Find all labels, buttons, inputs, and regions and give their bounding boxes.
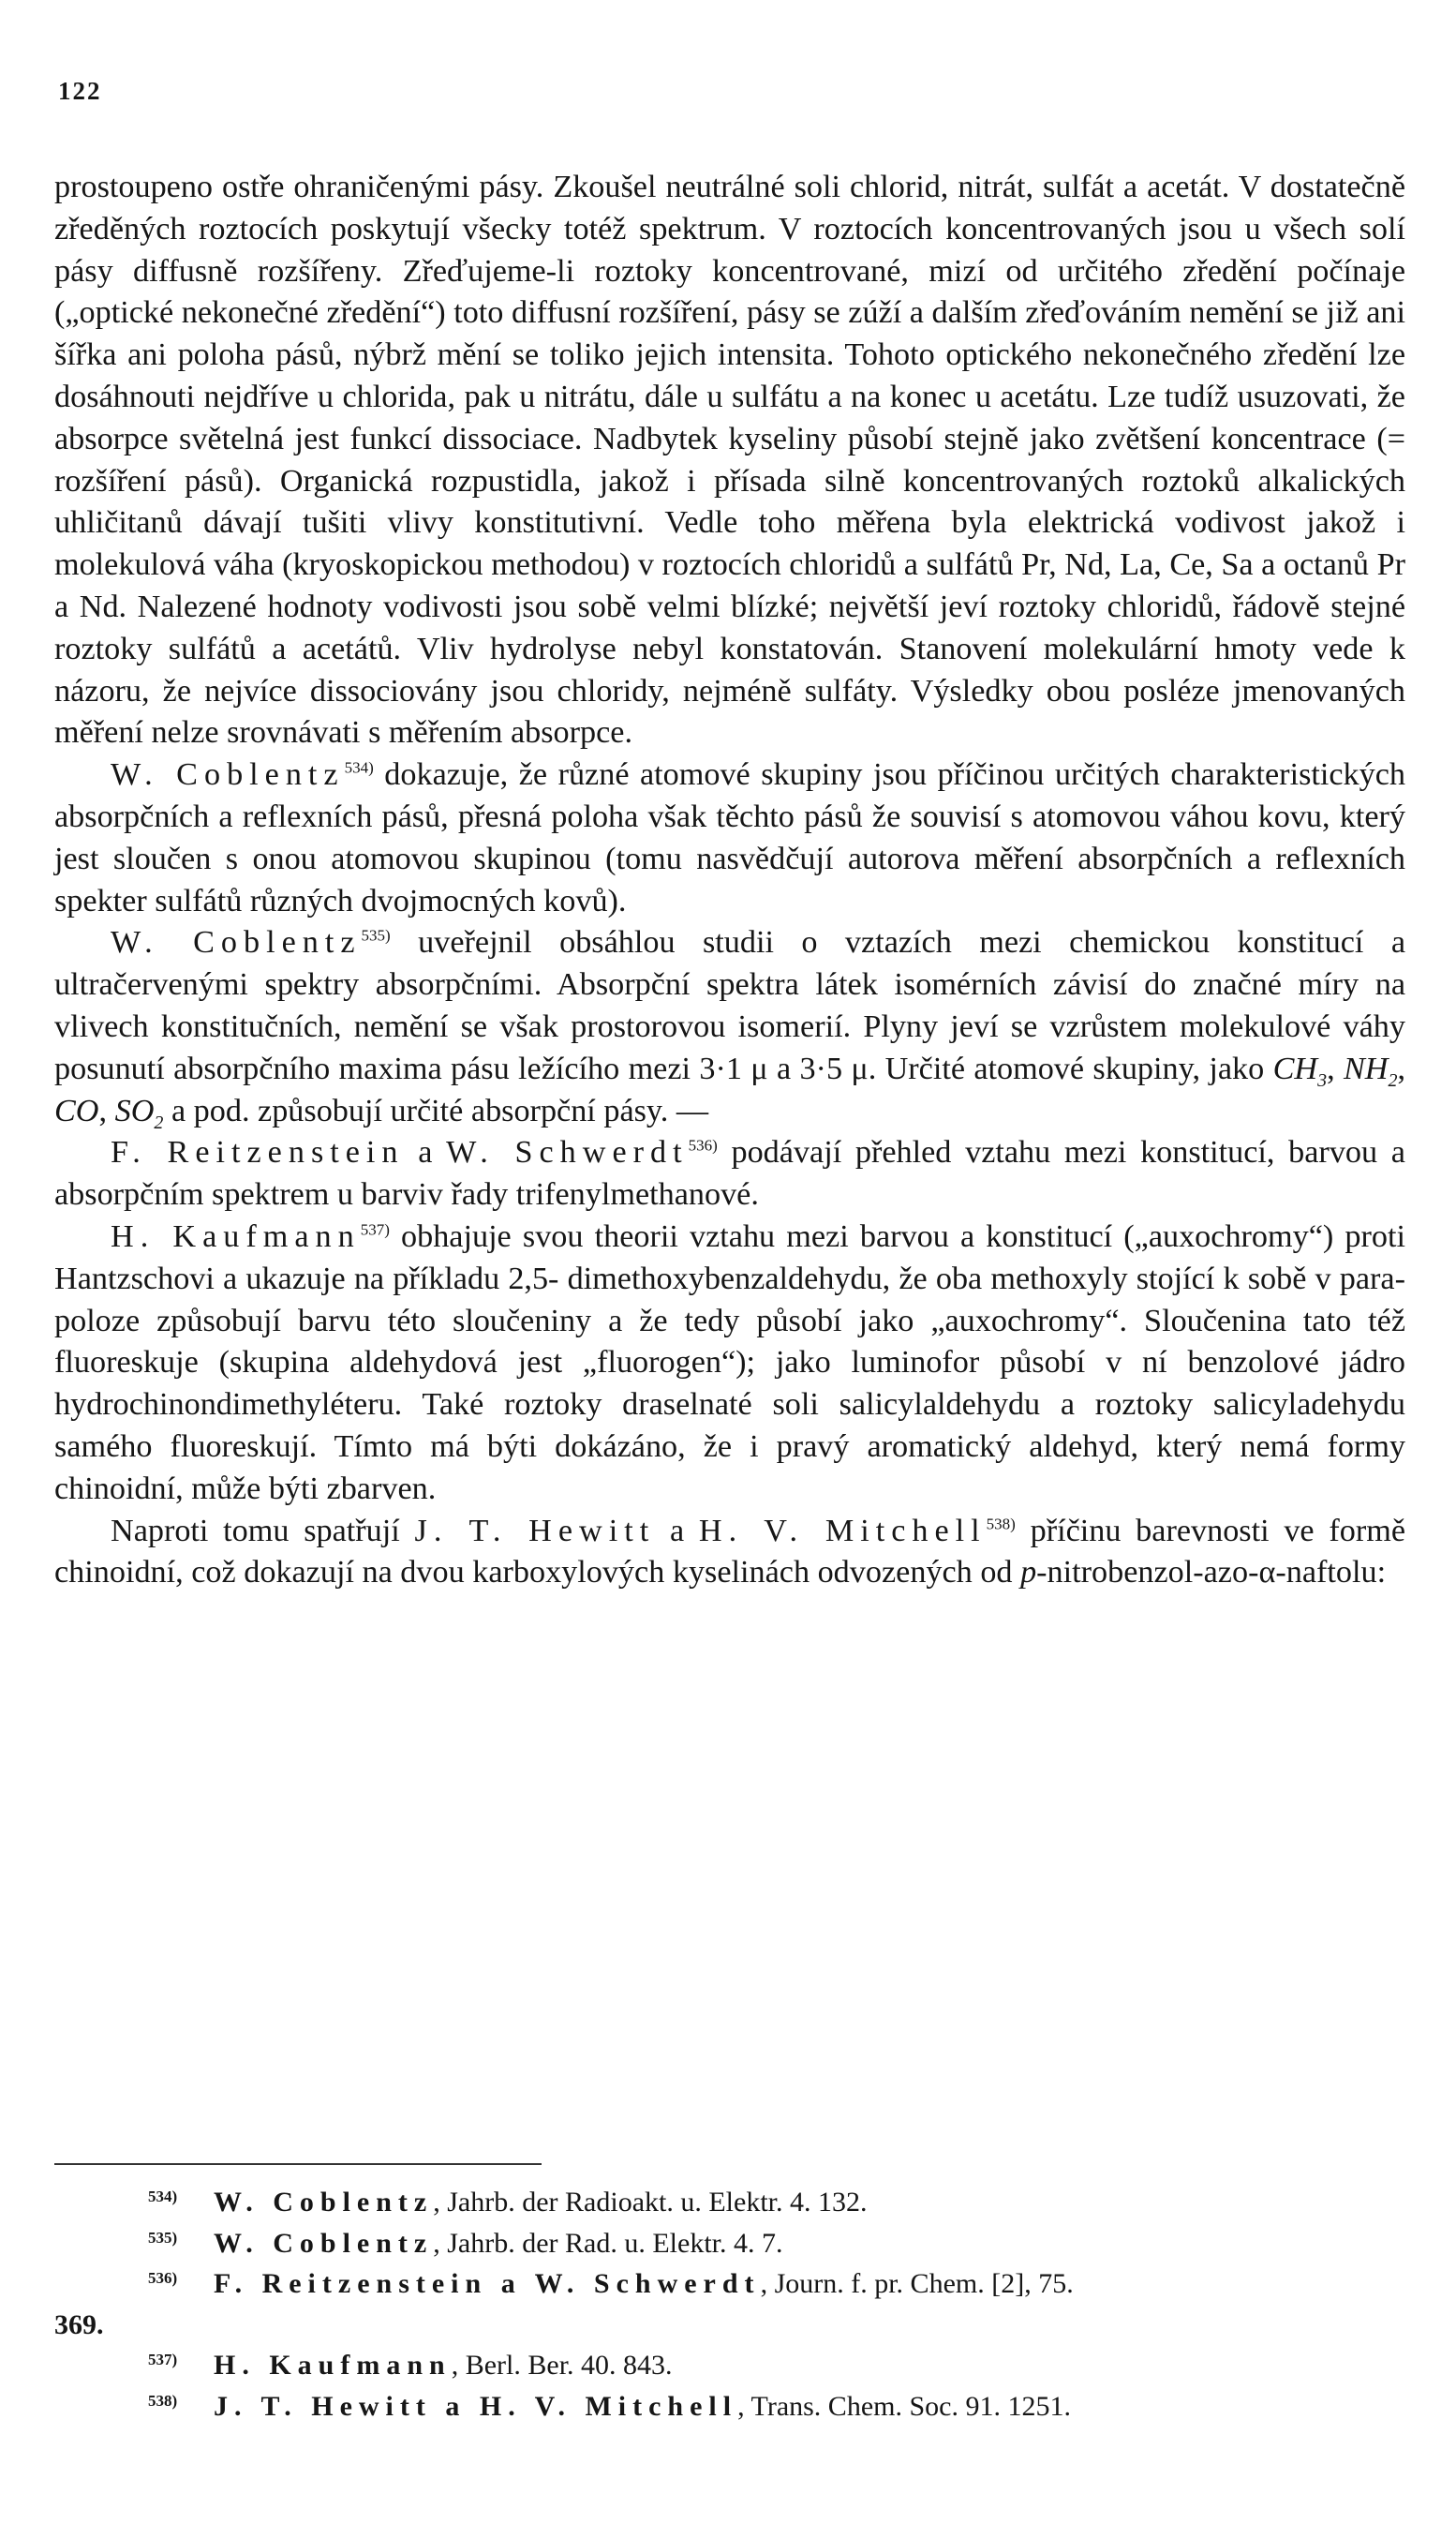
footnote-number: 537) bbox=[148, 2351, 178, 2368]
footnote-text: , Trans. Chem. Soc. 91. 1251. bbox=[737, 2390, 1071, 2422]
paragraph-text: obhajuje svou theorii vztahu mezi barvou a konstitucí („auxochromy“) proti Hantzschovi a ukazuje na příkladu 2,5- dimethoxybenzaldehydu, že oba methoxyly stojící k sobě v para-poloze způsobují barvu této sloučeniny a že tedy působí jako „auxochromy“. Sloučenina tato též fluoreskuje (skupina aldehydová jest „fluorogen“); jako luminofor působí v ní benzolové jádro hydrochinondimethyléteru. Také roztoky draselnaté soli salicylaldehydu a roztoky salicyladehydu samého fluoreskují. Tímto má býti dokázáno, že i pravý aromatický aldehyd, který nemá formy chinoidní, může býti zbarven. bbox=[54, 1218, 1405, 1506]
author-name: H. V. Mitchell bbox=[698, 1513, 987, 1548]
paragraph bbox=[54, 1511, 1405, 1595]
author-name: H. Kaufmann bbox=[111, 1218, 361, 1254]
conjunction: a bbox=[404, 1135, 447, 1171]
separator: , bbox=[1327, 1051, 1344, 1086]
reference-mark: 537) bbox=[360, 1220, 390, 1239]
footnote bbox=[54, 2182, 1405, 2223]
body-text bbox=[54, 167, 1405, 1594]
author-name: J. T. Hewitt bbox=[414, 1513, 656, 1548]
footnote-continuation bbox=[54, 2305, 1405, 2346]
page-number: 122 bbox=[58, 77, 102, 105]
formula-co: CO bbox=[54, 1093, 99, 1128]
footnote-number: 534) bbox=[148, 2188, 178, 2205]
footnote bbox=[54, 2223, 1405, 2264]
footnote bbox=[54, 2263, 1405, 2305]
footnote-text: , Jahrb. der Rad. u. Elektr. 4. 7. bbox=[433, 2227, 783, 2259]
footnote-text: , Jahrb. der Radioakt. u. Elektr. 4. 132. bbox=[433, 2187, 868, 2218]
footnote-author: W. Coblentz bbox=[214, 2187, 434, 2218]
paragraph-text: podávají přehled vztahu mezi konstitucí, barvou a absorpčním spektrem u barviv řady trifenylmethanové. bbox=[54, 1135, 1405, 1213]
footnote-text: , Berl. Ber. 40. 843. bbox=[451, 2350, 673, 2381]
formula-so2: $SO_2$ bbox=[114, 1093, 164, 1133]
footnote-number: 536) bbox=[148, 2269, 178, 2287]
conjunction: a bbox=[655, 1513, 699, 1548]
paragraph bbox=[54, 1132, 1405, 1217]
reference-mark: 536) bbox=[688, 1136, 718, 1155]
paragraph bbox=[54, 754, 1405, 922]
reference-mark: 534) bbox=[344, 758, 374, 777]
footnotes bbox=[54, 2182, 1405, 2427]
paragraph-text: Naproti tomu spatřují bbox=[111, 1513, 415, 1548]
footnote-number: 538) bbox=[148, 2391, 178, 2410]
reference-mark: 535) bbox=[361, 926, 391, 945]
reference-mark: 538) bbox=[986, 1515, 1016, 1533]
paragraph-text: dokazuje, že různé atomové skupiny jsou příčinou určitých charakteristických absorpčních a reflexních pásů, přesná poloha však těchto pásů že souvisí s atomovou váhou kovu, který jest sloučen s onou atomovou skupinou (tomu nasvědčují autorova měření absorpčních a reflexních spekter sulfátů různých dvojmocných kovů). bbox=[54, 757, 1405, 918]
formula-nh2: $NH_2$ bbox=[1343, 1051, 1398, 1091]
footnote bbox=[54, 2345, 1405, 2386]
paragraph bbox=[54, 167, 1405, 754]
footnote-author: H. Kaufmann bbox=[214, 2350, 452, 2381]
paragraph bbox=[54, 922, 1405, 1132]
footnote bbox=[54, 2386, 1405, 2427]
paragraph-text: uveřejnil obsáhlou studii o vztazích mezi chemickou konstitucí a ultračervenými spektry absorpčními. Absorpční spektra látek isomérních závisí do značné míry na vlivech konstitučních, nemění se však prostorovou isomerií. Plyny jeví se vzrůstem molekulové váhy posunutí absorpčního maxima pásu ležícího mezi 3·1 μ a 3·5 μ. Určité atomové skupiny, jako bbox=[54, 925, 1405, 1086]
footnote-text: , Journ. f. pr. Chem. [2], 75. bbox=[760, 2268, 1074, 2299]
separator: , bbox=[98, 1093, 115, 1128]
paragraph-text: příčinu barevnosti ve formě chinoidní, což dokazují na dvou karboxylových kyselinách odvozených od bbox=[54, 1513, 1405, 1591]
paragraph-text: prostoupeno ostře ohraničenými pásy. Zkoušel neutrálné soli chlorid, nitrát, sulfát a acetát. V dostatečně zředěných roztocích poskytují všecky totéž spektrum. V roztocích koncentrovaných jsou u všech solí pásy diffusně rozšířeny. Zřeďujeme-li roztoky koncentrované, mizí od určitého zředění počínaje („optické nekonečné zředění“) toto diffusní rozšíření, pásy se zúží a dalším zřeďováním nemění se již ani šířka ani poloha pásů, nýbrž mění se toliko jejich intensita. Tohoto optického nekonečného zředění lze dosáhnouti nejdříve u chlorida, pak u nitrátu, dále u sulfátu a na konec u acetátu. Lze tudíž usuzovati, že absorpce světelná jest funkcí dissociace. Nadbytek kyseliny působí stejně jako zvětšení koncentrace (= rozšíření pásů). Organická rozpustidla, jakož i přísada silně koncentrovaných roztoků alkalických uhličitanů dávají tušiti vlivy konstitutivní. Vedle toho měřena byla elektrická vodivost jakož i molekulová váha (kryoskopickou methodou) v roztocích chloridů a sulfátů Pr, Nd, La, Ce, Sa a octanů Pr a Nd. Nalezené hodnoty vodivosti jsou sobě velmi blízké; největší jeví roztoky chloridů, řádově stejné roztoky sulfátů a acetátů. Vliv hydrolyse nebyl konstatován. Stanovení molekulární hmoty vede k názoru, že nejvíce dissociovány jsou chloridy, nejméně sulfáty. Výsledky obou posléze jmenovaných měření nelze srovnávati s měřením absorpce. bbox=[54, 170, 1405, 751]
footnote-author: F. Reitzenstein a W. Schwerdt bbox=[214, 2268, 761, 2299]
author-name: W. Schwerdt bbox=[446, 1135, 689, 1171]
author-name: F. Reitzenstein bbox=[111, 1135, 405, 1171]
paragraph-text: -nitrobenzol-azo-α-naftolu: bbox=[1036, 1555, 1387, 1591]
paragraph-text: a pod. způsobují určité absorpční pásy. — bbox=[163, 1093, 709, 1128]
footnote-continuation-text: 369. bbox=[54, 2308, 104, 2340]
footnote-divider bbox=[54, 2163, 542, 2165]
footnote-author: J. T. Hewitt a H. V. Mitchell bbox=[214, 2390, 738, 2422]
formula-ch3: $CH_3$ bbox=[1272, 1051, 1328, 1091]
footnote-author: W. Coblentz bbox=[214, 2227, 434, 2259]
footnote-number: 535) bbox=[148, 2228, 178, 2247]
separator: , bbox=[1397, 1051, 1406, 1086]
italic-p: p bbox=[1020, 1555, 1037, 1591]
author-name: W. Coblentz bbox=[111, 757, 345, 793]
author-name: W. Coblentz bbox=[111, 925, 362, 961]
paragraph bbox=[54, 1217, 1405, 1511]
